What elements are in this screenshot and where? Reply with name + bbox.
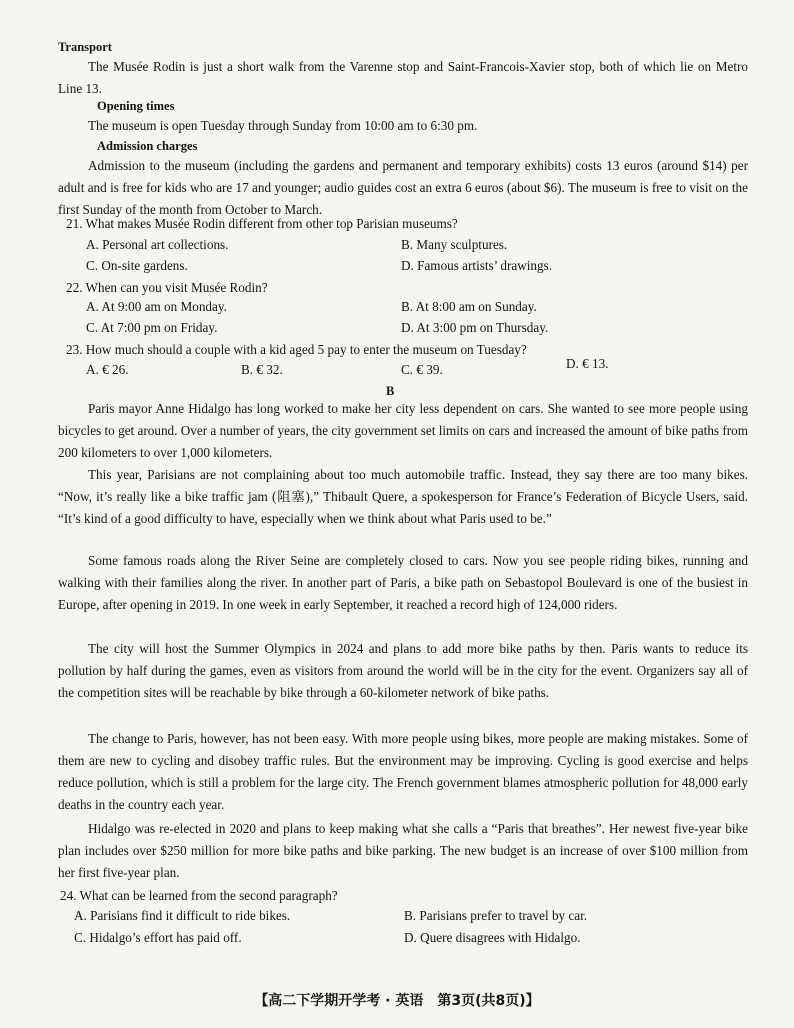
question-23-option-a[interactable]: A. € 26.: [86, 362, 129, 377]
hours-text: The museum is open Tuesday through Sunday from 10:00 am to 6:30 pm.: [88, 118, 478, 133]
question-22-stem: 22. When can you visit Musée Rodin?: [66, 280, 268, 295]
question-21-stem: 21. What makes Musée Rodin different from other top Parisian museums?: [66, 216, 458, 231]
question-21-option-c[interactable]: C. On-site gardens.: [86, 258, 188, 273]
page-footer: 【高二下学期开学考 · 英语 第3页(共8页)】: [254, 993, 540, 1009]
admission-text: Admission to the museum (including the gardens and permanent and temporary exhibits) costs 13 euros (around $14) per adult and is free for kids who are 17 and younger; audio guides cost an extra 6 euros (about $6). The museum is free to visit on the first Sunday of the month from October to March.: [58, 158, 748, 217]
transport-text: The Musée Rodin is just a short walk from the Varenne stop and Saint-Francois-Xavier stop, both of which lie on Metro Line 13.: [58, 59, 748, 96]
question-21-option-d[interactable]: D. Famous artists’ drawings.: [401, 258, 553, 273]
question-24-option-a[interactable]: A. Parisians find it difficult to ride bikes.: [74, 908, 291, 923]
question-21-option-a[interactable]: A. Personal art collections.: [86, 237, 229, 252]
question-24-option-c[interactable]: C. Hidalgo’s effort has paid off.: [74, 930, 242, 945]
admission-heading: Admission charges: [97, 139, 198, 153]
section-b-title: B: [386, 384, 395, 398]
question-23-stem: 23. How much should a couple with a kid aged 5 pay to enter the museum on Tuesday?: [66, 342, 527, 357]
question-23-option-b[interactable]: B. € 32.: [241, 362, 283, 377]
question-21-option-b[interactable]: B. Many sculptures.: [401, 237, 508, 252]
passage-b-paragraph-6: Hidalgo was re-elected in 2020 and plans to keep making what she calls a “Paris that breathes”. Her newest five-year bike plan includes over $250 million for more bike paths and bike parking. The new budget is an increase of over $100 million from her first five-year plan.: [58, 821, 748, 880]
question-22-option-d[interactable]: D. At 3:00 pm on Thursday.: [401, 320, 549, 335]
passage-b-paragraph-1: Paris mayor Anne Hidalgo has long worked to make her city less dependent on cars. She wanted to see more people using bicycles to get around. Over a number of years, the city government set limits on cars and increased the amount of bike paths from 200 kilometers to over 1,000 kilometers.: [58, 401, 748, 460]
transport-heading: Transport: [58, 40, 112, 54]
question-24-stem: 24. What can be learned from the second paragraph?: [60, 888, 338, 903]
question-22-option-c[interactable]: C. At 7:00 pm on Friday.: [86, 320, 218, 335]
passage-b-paragraph-5: The change to Paris, however, has not been easy. With more people using bikes, more people are making mistakes. Some of them are new to cycling and disobey traffic rules. But the environment may be improving. Cycling is good exercise and helps reduce pollution, which is still a problem for the large city. The French government blames atmospheric pollution for 48,000 early deaths in the country each year.: [58, 731, 748, 812]
passage-b-paragraph-2: This year, Parisians are not complaining about too much automobile traffic. Instead, they say there are too many bikes. “Now, it’s really like a bike traffic jam (阻塞),” Thibault Quere, a spokesperson for France’s Federation of Bicycle Users, said. “It’s kind of a good difficulty to have, especially when we think about what Paris used to be.”: [58, 467, 748, 526]
question-24-option-d[interactable]: D. Quere disagrees with Hidalgo.: [404, 930, 581, 945]
question-23-option-c[interactable]: C. € 39.: [401, 362, 443, 377]
question-23-option-d[interactable]: D. € 13.: [566, 356, 609, 371]
hours-heading: Opening times: [97, 99, 175, 113]
question-24-option-b[interactable]: B. Parisians prefer to travel by car.: [404, 908, 588, 923]
question-22-option-b[interactable]: B. At 8:00 am on Sunday.: [401, 299, 537, 314]
question-22-option-a[interactable]: A. At 9:00 am on Monday.: [86, 299, 227, 314]
passage-b-paragraph-4: The city will host the Summer Olympics in 2024 and plans to add more bike paths by then. Paris wants to reduce its pollution by half during the games, even as visitors from around the world will be in the city for the event. Organizers say all of the competition sites will be reachable by bike through a 60-kilometer network of bike paths.: [58, 641, 748, 700]
passage-b-paragraph-3: Some famous roads along the River Seine are completely closed to cars. Now you see people riding bikes, running and walking with their families along the river. In another part of Paris, a bike path on Sebastopol Boulevard is one of the busiest in Europe, after opening in 2019. In one week in early September, it reached a record high of 124,000 riders.: [58, 553, 748, 612]
